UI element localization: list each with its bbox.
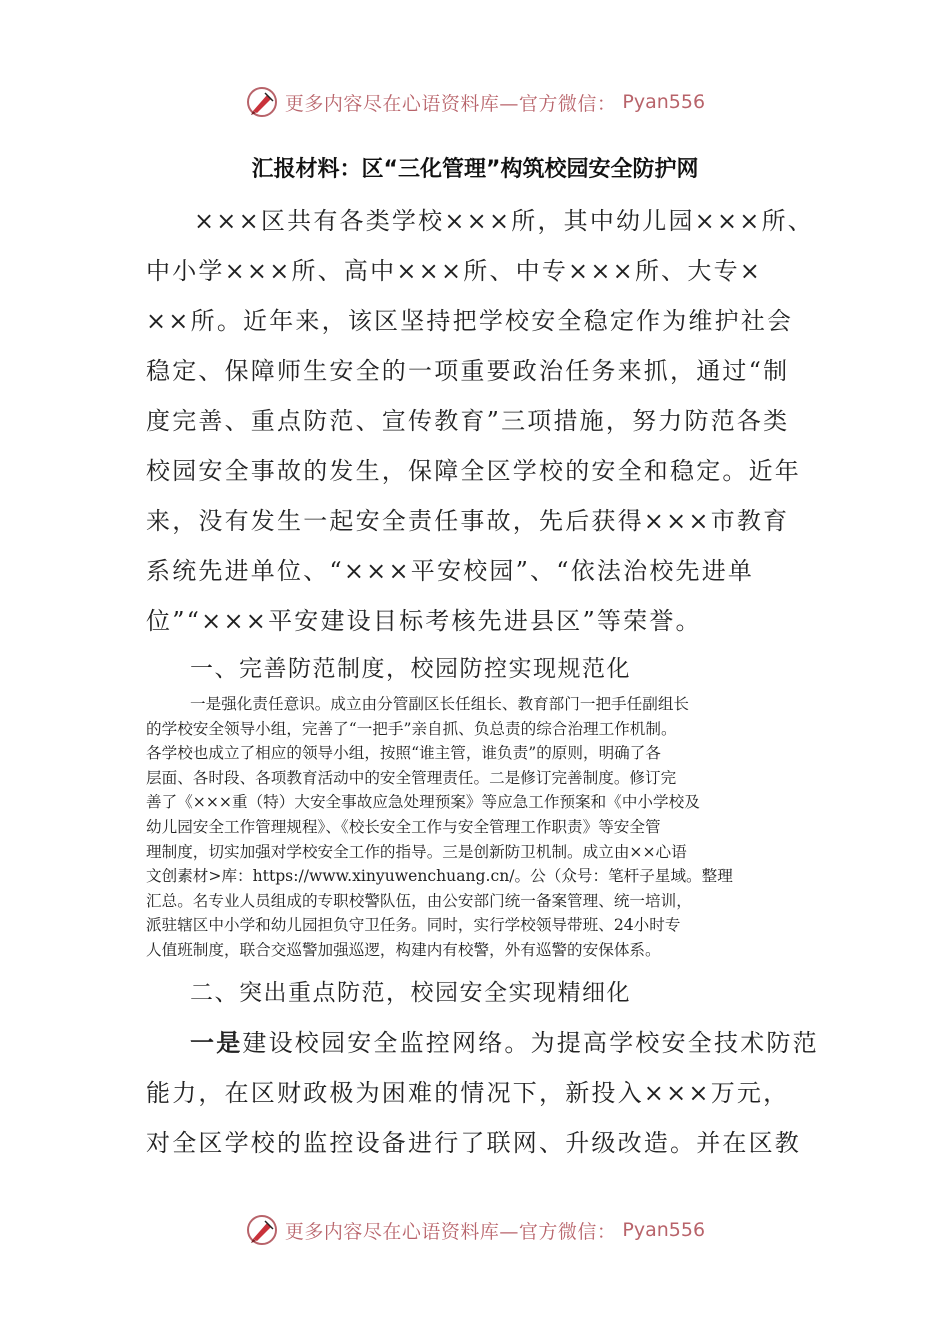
section1-line: 善了《×××重（特）大安全事故应急处理预案》等应急工作预案和《中小学校及: [146, 793, 700, 812]
intro-line: 来，没有发生一起安全责任事故，先后获得×××市教育: [146, 507, 790, 535]
intro-line: 中小学×××所、高中×××所、中专×××所、大专×: [146, 257, 763, 285]
section1-line: 层面、各时段、各项教育活动中的安全管理责任。二是修订完善制度。修订完: [146, 768, 677, 787]
section1-paragraph: [146, 692, 806, 963]
section2-lead: 一是: [190, 1028, 243, 1057]
banner-text: 更多内容尽在心语资料库—官方微信：: [284, 1220, 617, 1243]
intro-paragraph: [146, 196, 846, 646]
section1-line: 幼儿园安全工作管理规程》、《校长安全工作与安全管理工作职责》等安全管: [146, 817, 661, 836]
section2-line: [146, 1018, 846, 1068]
section1-line: 人值班制度，联合交巡警加强巡逻，构建内有校警，外有巡警的安保体系。: [146, 940, 661, 959]
section1-line: 文创素材>库：https://www.xinyuwenchuang.cn/。公（众号：笔杆子星域。整理: [146, 867, 733, 886]
intro-line: 稳定、保障师生安全的一项重要政治任务来抓，通过“制: [146, 357, 790, 385]
section2-line: 对全区学校的监控设备进行了联网、升级改造。并在区教: [146, 1129, 801, 1157]
intro-line: 位”“×××平安建设目标考核先进县区”等荣誉。: [146, 607, 702, 635]
section1-heading: 一、完善防范制度，校园防控实现规范化: [190, 656, 631, 682]
intro-line: 校园安全事故的发生，保障全区学校的安全和稳定。近年: [146, 457, 801, 485]
footer-banner: [0, 1210, 950, 1250]
intro-line: 度完善、重点防范、宣传教育”三项措施，努力防范各类: [146, 407, 790, 435]
section2-paragraph: [146, 1018, 846, 1168]
banner-wechat-id: Pyan556: [622, 1219, 706, 1241]
section2-line: 能力，在区财政极为困难的情况下，新投入×××万元，: [146, 1079, 790, 1107]
section1-line: 派驻辖区中小学和幼儿园担负守卫任务。同时，实行学校领导带班、24小时专: [146, 916, 681, 935]
section1-line: 理制度，切实加强对学校安全工作的指导。三是创新防卫机制。成立由××心语: [146, 842, 687, 861]
banner-wechat-id: Pyan556: [622, 91, 706, 113]
intro-line: ××所。近年来，该区坚持把学校安全稳定作为维护社会: [146, 307, 794, 335]
section1-line: 的学校安全领导小组，完善了“一把手”亲自抓、负总责的综合治理工作机制。: [146, 719, 677, 738]
section2-line-text: 建设校园安全监控网络。为提高学校安全技术防范: [242, 1029, 819, 1057]
section1-line: 一是强化责任意识。成立由分管副区长任组长、教育部门一把手任副组长: [190, 695, 690, 713]
header-banner: [0, 82, 950, 122]
intro-line: 系统先进单位、“×××平安校园”、“依法治校先进单: [146, 557, 755, 585]
banner-text: 更多内容尽在心语资料库—官方微信：: [284, 92, 617, 115]
document-title: 汇报材料：区“三化管理”构筑校园安全防护网: [251, 157, 699, 182]
intro-line: ×××区共有各类学校×××所，其中幼儿园×××所、: [194, 207, 814, 235]
section1-line: 汇总。名专业人员组成的专职校警队伍，由公安部门统一备案管理、统一培训，: [146, 891, 692, 910]
pen-nib-logo-icon: [245, 1213, 279, 1247]
pen-nib-logo-icon: [245, 85, 279, 119]
section2-heading: 二、突出重点防范，校园安全实现精细化: [190, 980, 631, 1006]
section1-line: 各学校也成立了相应的领导小组，按照“谁主管，谁负责”的原则，明确了各: [146, 744, 661, 763]
